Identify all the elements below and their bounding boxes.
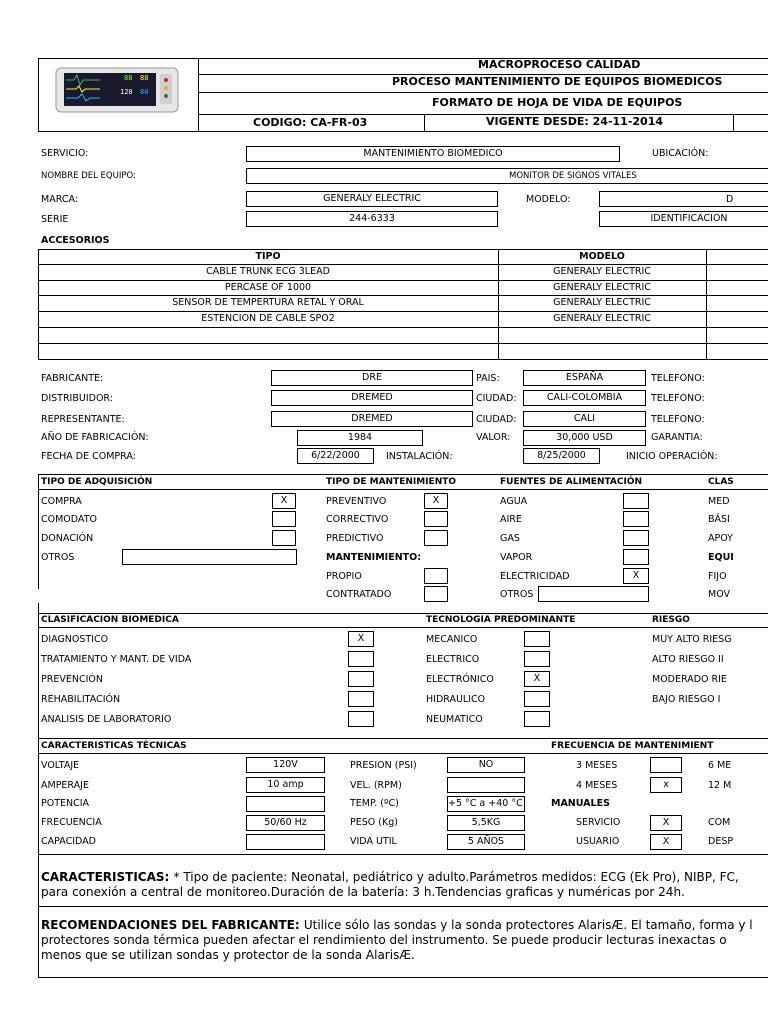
temp-field[interactable]: +5 °C a +40 °C bbox=[447, 796, 525, 812]
accesorio-tipo: CABLE TRUNK ECG 3LEAD bbox=[206, 266, 330, 277]
vel-label: VEL. (RPM) bbox=[350, 780, 402, 791]
desp-label: DESP bbox=[708, 836, 734, 847]
electricidad-checkbox[interactable]: X bbox=[623, 568, 649, 584]
recomendaciones-text: Utilice sólo las sondas y la sonda protectores AlarisÆ. El tamaño, forma y l bbox=[303, 918, 753, 932]
clasificacion-item: TRATAMIENTO Y MANT. DE VIDA bbox=[41, 654, 192, 665]
accesorio-modelo: GENERALY ELECTRIC bbox=[553, 282, 651, 293]
voltaje-label: VOLTAJE bbox=[41, 760, 80, 771]
nombre-field[interactable] bbox=[246, 168, 768, 184]
riesgo-title: RIESGO bbox=[652, 615, 690, 625]
anio-field[interactable]: 1984 bbox=[297, 430, 423, 446]
fabricante-field[interactable]: DRE bbox=[271, 370, 473, 386]
predictivo-label: PREDICTIVO bbox=[326, 533, 384, 544]
accesorio-tipo: SENSOR DE TEMPERTURA RETAL Y ORAL bbox=[172, 297, 364, 308]
clasificacion-item: PREVENCIÓN bbox=[41, 674, 103, 685]
clasificacion-checkbox[interactable] bbox=[348, 671, 374, 687]
clasificacion-item: ANALISIS DE LABORATORIO bbox=[41, 714, 172, 725]
comodato-label: COMODATO bbox=[41, 514, 97, 525]
pais-field[interactable]: ESPAÑA bbox=[523, 370, 646, 386]
riesgo-item: MUY ALTO RIESG bbox=[652, 634, 732, 645]
gas-checkbox[interactable] bbox=[623, 530, 649, 546]
riesgo-item: BAJO RIESGO I bbox=[652, 694, 721, 705]
monitor-image bbox=[52, 64, 182, 116]
accesorio-tipo: ESTENCION DE CABLE SPO2 bbox=[201, 313, 335, 324]
tres-meses-label: 3 MESES bbox=[576, 760, 618, 771]
otros-field[interactable] bbox=[122, 549, 297, 565]
accesorio-modelo: GENERALY ELECTRIC bbox=[553, 297, 651, 308]
nombre-label: NOMBRE DEL EQUIPO: bbox=[41, 171, 136, 181]
preventivo-checkbox[interactable]: X bbox=[424, 493, 448, 509]
comodato-checkbox[interactable] bbox=[272, 511, 296, 527]
screen-value: 88 bbox=[140, 74, 149, 82]
gas-label: GAS bbox=[500, 533, 520, 544]
clas-item: BÁSI bbox=[708, 514, 730, 525]
capacidad-label: CAPACIDAD bbox=[41, 836, 96, 847]
tecnologia-item: ELECTRÓNICO bbox=[426, 674, 494, 685]
tecnologia-item: NEUMATICO bbox=[426, 714, 483, 725]
doce-meses-label: 12 M bbox=[708, 780, 732, 791]
tecnologia-item: ELECTRICO bbox=[426, 654, 480, 665]
accesorios-title: ACCESORIOS bbox=[41, 235, 110, 246]
tecnologia-title: TECNOLOGIA PREDOMINANTE bbox=[426, 615, 576, 625]
aire-label: AIRE bbox=[500, 514, 522, 525]
agua-checkbox[interactable] bbox=[623, 493, 649, 509]
anio-label: AÑO DE FABRICACIÓN: bbox=[41, 432, 149, 443]
propio-label: PROPIO bbox=[326, 571, 362, 582]
fuentes-title: FUENTES DE ALIMENTACIÓN bbox=[500, 477, 643, 487]
fijo-label: FIJO bbox=[708, 571, 727, 582]
vida-label: VIDA UTIL bbox=[350, 836, 397, 847]
ciudad-field[interactable]: CALI-COLOMBIA bbox=[523, 390, 646, 406]
clasificacion-item: DIAGNOSTICO bbox=[41, 634, 109, 645]
mov-label: MOV bbox=[708, 589, 731, 600]
header-line-1: MACROPROCESO CALIDAD bbox=[478, 58, 641, 71]
screen-value: 80 bbox=[140, 88, 149, 96]
amperaje-field[interactable]: 10 amp bbox=[246, 777, 325, 793]
tecnologia-item: MECANICO bbox=[426, 634, 478, 645]
accesorio-modelo: GENERALY ELECTRIC bbox=[553, 313, 651, 324]
caracteristicas-line-2: para conexión a central de monitoreo.Duración de la batería: 3 h.Tendencias graficas y numéricas por 24h. bbox=[41, 885, 685, 899]
recomendaciones-line-2: protectores sonda térmica pueden afectar el rendimiento del instrumento. Se puede producir lecturas inexactas o bbox=[41, 933, 727, 947]
valor-label: VALOR: bbox=[476, 432, 511, 443]
predictivo-checkbox[interactable] bbox=[424, 530, 448, 546]
usuario-manual-checkbox[interactable]: X bbox=[650, 834, 682, 850]
screen-value: 120 bbox=[120, 88, 133, 96]
tecnologia-item: HIDRAULICO bbox=[426, 694, 486, 705]
electricidad-label: ELECTRICIDAD bbox=[500, 571, 570, 582]
riesgo-item: ALTO RIESGO II bbox=[652, 654, 724, 665]
garantia-label: GARANTIA: bbox=[651, 432, 703, 443]
serie-label: SERIE bbox=[41, 214, 69, 225]
donacion-checkbox[interactable] bbox=[272, 530, 296, 546]
ubicacion-label: UBICACIÓN: bbox=[652, 148, 709, 159]
contratado-checkbox[interactable] bbox=[424, 586, 448, 602]
accesorios-col-modelo: MODELO bbox=[579, 251, 625, 262]
propio-checkbox[interactable] bbox=[424, 568, 448, 584]
aire-checkbox[interactable] bbox=[623, 511, 649, 527]
header-codigo: CODIGO: CA-FR-03 bbox=[253, 116, 368, 129]
recomendaciones-line-3: menos que se utilizan sondas y protector de la sonda AlarisÆ. bbox=[41, 948, 415, 962]
tecnologia-checkbox[interactable] bbox=[524, 651, 550, 667]
servicio-manual-checkbox[interactable]: X bbox=[650, 815, 682, 831]
recomendaciones-label: RECOMENDACIONES DEL FABRICANTE: bbox=[41, 918, 304, 932]
adquisicion-title: TIPO DE ADQUISICIÓN bbox=[41, 477, 153, 487]
temp-label: TEMP. (ºC) bbox=[350, 798, 399, 809]
accesorio-modelo: GENERALY ELECTRIC bbox=[553, 266, 651, 277]
seis-meses-label: 6 ME bbox=[708, 760, 732, 771]
vel-field[interactable] bbox=[447, 777, 525, 793]
tecnicas-title: CARACTERISTICAS TÉCNICAS bbox=[41, 741, 187, 751]
peso-field[interactable]: 5,5KG bbox=[447, 815, 525, 831]
clas-item: MED bbox=[708, 496, 730, 507]
marca-field[interactable]: GENERALY ELECTRIC bbox=[246, 191, 498, 207]
cuatro-meses-checkbox[interactable]: x bbox=[650, 777, 682, 793]
tecnologia-checkbox[interactable] bbox=[524, 691, 550, 707]
tecnologia-checkbox[interactable] bbox=[524, 631, 550, 647]
vapor-checkbox[interactable] bbox=[623, 549, 649, 565]
usuario-manual-label: USUARIO bbox=[576, 836, 620, 847]
capacidad-field[interactable] bbox=[246, 834, 325, 850]
servicio-field[interactable]: MANTENIMIENTO BIOMEDICO bbox=[246, 146, 620, 162]
distribuidor-label: DISTRIBUIDOR: bbox=[41, 393, 113, 404]
fecha-compra-field[interactable]: 6/22/2000 bbox=[297, 448, 374, 464]
donacion-label: DONACIÓN bbox=[41, 533, 94, 544]
mantenimiento-subtitle: MANTENIMIENTO: bbox=[326, 552, 421, 563]
frecuencia-mant-title: FRECUENCIA DE MANTENIMIENT bbox=[551, 741, 714, 751]
instalacion-field[interactable]: 8/25/2000 bbox=[523, 448, 600, 464]
identificacion-field[interactable]: IDENTIFICACION bbox=[599, 211, 768, 227]
ciudad-label: CIUDAD: bbox=[476, 393, 517, 404]
presion-label: PRESION (PSI) bbox=[350, 760, 417, 771]
contratado-label: CONTRATADO bbox=[326, 589, 392, 600]
frecuencia-field[interactable]: 50/60 Hz bbox=[246, 815, 325, 831]
com-label: COM bbox=[708, 817, 731, 828]
potencia-field[interactable] bbox=[246, 796, 325, 812]
telefono-label: TELEFONO: bbox=[651, 373, 705, 384]
vida-field[interactable]: 5 AÑOS bbox=[447, 834, 525, 850]
cuatro-meses-label: 4 MESES bbox=[576, 780, 618, 791]
inicio-operacion-label: INICIO OPERACIÓN: bbox=[626, 451, 718, 462]
agua-label: AGUA bbox=[500, 496, 528, 507]
vapor-label: VAPOR bbox=[500, 552, 533, 563]
compra-checkbox[interactable]: X bbox=[272, 493, 296, 509]
equi-title: EQUI bbox=[708, 552, 734, 563]
peso-label: PESO (Kg) bbox=[350, 817, 398, 828]
telefono-label: TELEFONO: bbox=[651, 414, 705, 425]
correctivo-label: CORRECTIVO bbox=[326, 514, 389, 525]
nombre-value: MONITOR DE SIGNOS VITALES bbox=[509, 171, 637, 181]
recomendaciones-line-1 bbox=[41, 917, 753, 933]
correctivo-checkbox[interactable] bbox=[424, 511, 448, 527]
mantenimiento-title: TIPO DE MANTENIMIENTO bbox=[326, 477, 457, 487]
frecuencia-label: FRECUENCIA bbox=[41, 817, 102, 828]
caracteristicas-label: CARACTERISTICAS: bbox=[41, 870, 174, 884]
clas-title: CLAS bbox=[708, 477, 734, 487]
accesorio-tipo: PERCASE OF 1000 bbox=[224, 282, 312, 293]
screen-value: 88 bbox=[124, 74, 133, 82]
otros-fuentes-label: OTROS bbox=[500, 589, 534, 600]
header-line-3: FORMATO DE HOJA DE VIDA DE EQUIPOS bbox=[432, 96, 683, 109]
clas-item: APOY bbox=[708, 533, 733, 544]
caracteristicas-line-1 bbox=[41, 869, 739, 885]
fecha-compra-label: FECHA DE COMPRA: bbox=[41, 451, 136, 462]
compra-label: COMPRA bbox=[41, 496, 82, 507]
accesorios-col-tipo: TIPO bbox=[255, 251, 281, 262]
fabricante-label: FABRICANTE: bbox=[41, 373, 104, 384]
preventivo-label: PREVENTIVO bbox=[326, 496, 387, 507]
clasificacion-checkbox[interactable] bbox=[348, 651, 374, 667]
instalacion-label: INSTALACIÓN: bbox=[386, 451, 453, 462]
amperaje-label: AMPERAJE bbox=[41, 780, 89, 791]
modelo-value: D bbox=[726, 194, 734, 205]
marca-label: MARCA: bbox=[41, 194, 78, 205]
otros-label: OTROS bbox=[41, 552, 75, 563]
tres-meses-checkbox[interactable] bbox=[650, 757, 682, 773]
presion-field[interactable]: NO bbox=[447, 757, 525, 773]
manuales-title: MANUALES bbox=[551, 798, 610, 809]
ciudad-field[interactable]: CALI bbox=[523, 411, 646, 427]
modelo-label: MODELO: bbox=[526, 194, 571, 205]
distribuidor-field[interactable]: DREMED bbox=[271, 390, 473, 406]
otros-fuentes-field[interactable] bbox=[538, 586, 649, 602]
riesgo-item: MODERADO RIE bbox=[652, 674, 727, 685]
telefono-label: TELEFONO: bbox=[651, 393, 705, 404]
caracteristicas-text: * Tipo de paciente: Neonatal, pediátrico y adulto.Parámetros medidos: ECG (Ek Pro), NIBP, FC, bbox=[173, 870, 739, 884]
ciudad-label: CIUDAD: bbox=[476, 414, 517, 425]
tecnologia-checkbox[interactable] bbox=[524, 711, 550, 727]
clasificacion-checkbox[interactable]: X bbox=[348, 631, 374, 647]
clasificacion-checkbox[interactable] bbox=[348, 691, 374, 707]
voltaje-field[interactable]: 120V bbox=[246, 757, 325, 773]
representante-label: REPRESENTANTE: bbox=[41, 414, 125, 425]
servicio-label: SERVICIO: bbox=[41, 148, 89, 159]
header-vigente: VIGENTE DESDE: 24-11-2014 bbox=[486, 115, 664, 128]
valor-field[interactable]: 30,000 USD bbox=[523, 430, 646, 446]
clasificacion-title: CLASIFICACION BIOMEDICA bbox=[41, 615, 179, 625]
serie-field[interactable]: 244-6333 bbox=[246, 211, 498, 227]
modelo-field[interactable] bbox=[599, 191, 768, 207]
servicio-manual-label: SERVICIO bbox=[576, 817, 621, 828]
potencia-label: POTENCIA bbox=[41, 798, 90, 809]
header-line-2: PROCESO MANTENIMIENTO DE EQUIPOS BIOMEDICOS bbox=[392, 75, 723, 88]
pais-label: PAIS: bbox=[476, 373, 500, 384]
representante-field[interactable]: DREMED bbox=[271, 411, 473, 427]
clasificacion-checkbox[interactable] bbox=[348, 711, 374, 727]
clasificacion-item: REHABILITACIÓN bbox=[41, 694, 121, 705]
tecnologia-checkbox[interactable]: X bbox=[524, 671, 550, 687]
